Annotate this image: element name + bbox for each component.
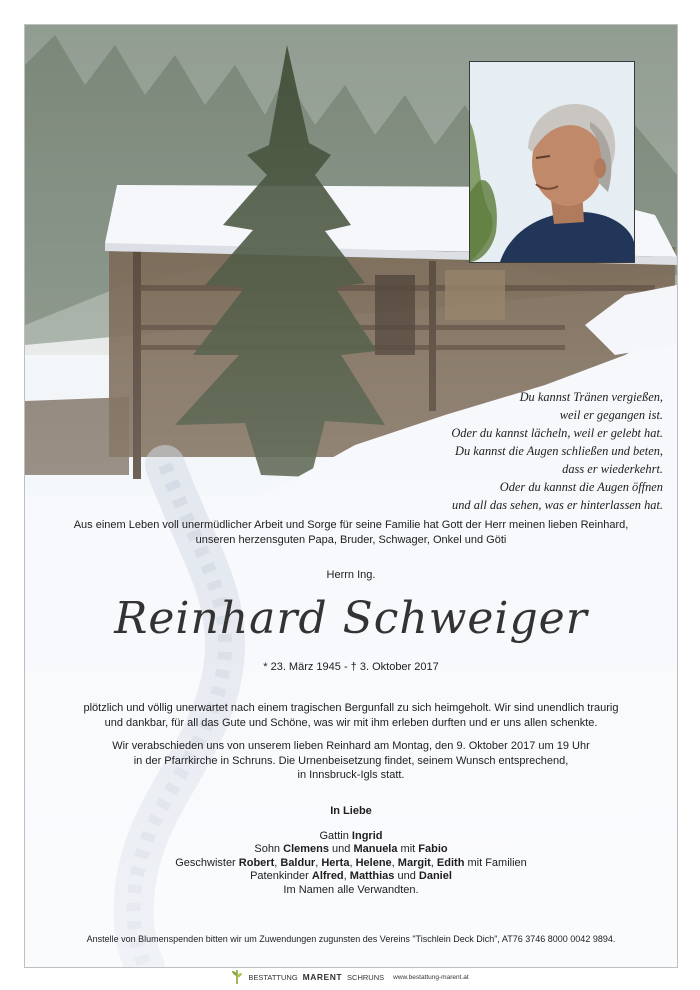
family-godchildren: Patenkinder Alfred, Matthias und Daniel: [250, 870, 452, 883]
family-siblings: Geschwister Robert, Baldur, Herta, Helene, Margit, Edith mit Familien: [175, 856, 527, 869]
footer-url: www.bestattung-marent.at: [393, 973, 469, 981]
poem-line: Oder du kannst die Augen öffnen: [499, 480, 663, 494]
paragraph-line: in Innsbruck-Igls statt.: [297, 769, 405, 781]
poem-line: Du kannst Tränen vergießen,: [519, 390, 663, 404]
donation-note: Anstelle von Blumenspenden bitten wir um Zuwendungen zugunsten des Vereins "Tischlein Deck Dich", AT76 3746 8000 0042 9894.: [86, 934, 616, 944]
intro-text: [25, 518, 677, 548]
footer-brand-schruns: SCHRUNS: [347, 972, 385, 982]
paragraph-line: Wir verabschieden uns von unserem lieben Reinhard am Montag, den 9. Oktober 2017 um 19 Uhr: [112, 740, 590, 752]
intro-line: unseren herzensguten Papa, Bruder, Schwager, Onkel und Göti: [195, 534, 507, 546]
poem: [303, 388, 663, 514]
intro-line: Aus einem Leben voll unermüdlicher Arbeit und Sorge für seine Familie hat Gott der Herr meinen lieben Reinhard,: [73, 519, 629, 531]
family-wife: Gattin Ingrid: [319, 830, 383, 842]
funeral-home-footer: [0, 966, 700, 988]
closing-in-liebe: In Liebe: [330, 805, 372, 817]
poem-line: weil er gegangen ist.: [559, 408, 663, 422]
obituary-card: [24, 24, 678, 968]
farewell-paragraph: [25, 739, 677, 783]
footer-brand-marent: MARENT: [302, 972, 343, 982]
death-paragraph: [25, 701, 677, 730]
poem-line: Du kannst die Augen schließen und beten,: [455, 444, 663, 458]
life-dates: * 23. März 1945 - † 3. Oktober 2017: [263, 661, 439, 673]
portrait-photo: [469, 61, 635, 263]
family-list: [25, 830, 677, 897]
leaf-logo-icon: [231, 970, 243, 984]
poem-line: dass er wiederkehrt.: [562, 462, 663, 476]
deceased-name: Reinhard Schweiger: [114, 593, 588, 644]
poem-line: Oder du kannst lächeln, weil er gelebt hat.: [451, 426, 663, 440]
paragraph-line: und dankbar, für all das Gute und Schöne, was wir mit ihm erleben durften und er uns allen schenkte.: [104, 716, 598, 729]
paragraph-line: plötzlich und völlig unerwartet nach einem tragischen Bergunfall zu sich heimgeholt. Wir sind unendlich traurig: [83, 702, 619, 714]
portrait-illustration: [470, 62, 634, 262]
paragraph-line: in der Pfarrkirche in Schruns. Die Urnenbeisetzung findet, seinem Wunsch entsprechend,: [133, 754, 569, 767]
family-relatives: Im Namen alle Verwandten.: [283, 883, 419, 896]
family-son: Sohn Clemens und Manuela mit Fabio: [254, 843, 448, 856]
poem-line: und all das sehen, was er hinterlassen hat.: [452, 498, 663, 512]
title-prefix: Herrn Ing.: [326, 569, 376, 581]
footer-brand-bestattung: BESTATTUNG: [248, 972, 298, 982]
